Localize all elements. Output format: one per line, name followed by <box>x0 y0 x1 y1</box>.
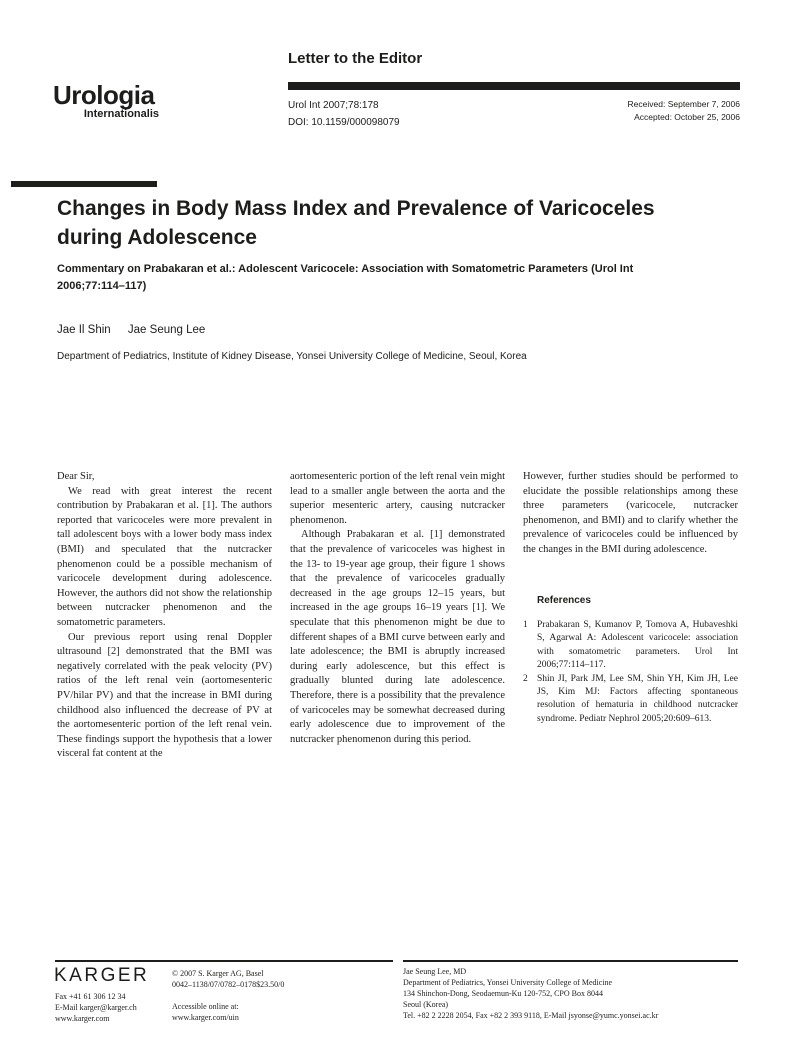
doi: DOI: 10.1159/000098079 <box>288 117 400 128</box>
journal-logo-line2: Internationalis <box>83 108 159 120</box>
references-heading: References <box>537 594 591 606</box>
publisher-contact <box>55 991 137 1025</box>
copyright-line: © 2007 S. Karger AG, Basel <box>172 969 264 978</box>
journal-citation: Urol Int 2007;78:178 <box>288 100 379 111</box>
citation-block <box>288 97 400 131</box>
paragraph: Although Prabakaran et al. [1] demonstrated that the prevalence of varicoceles was highest in the 13- to 19-year age group, their figure 1 shows that the prevalence of varicoceles gradually decreased in the age groups 12–15 years, but increased in the age groups 16–19 years [1]. We speculate that this phenomenon might be due to different shapes of a BMI curve between early and late adolescence; the BMI is abruptly increased during early adolescence, but this effect is gradually blunted during late adolescence. Therefore, there is a possibility that the prevalence of varicoceles may be somewhat decreased during early adolescence due to improvement of the nutcracker phenomenon during this period. <box>290 529 505 745</box>
article-body <box>57 470 738 762</box>
correspondence-street: 134 Shinchon-Dong, Seodaemun-Ku 120-752, CPO Box 8044 <box>403 989 603 998</box>
article-subtitle: Commentary on Prabakaran et al.: Adolescent Varicocele: Association with Somatometric Parameters (Urol Int 2006;77:114–117) <box>57 263 634 292</box>
author-list <box>57 324 205 336</box>
section-label: Letter to the Editor <box>288 50 423 67</box>
reference-item <box>523 673 738 726</box>
reference-number: 2 <box>523 673 528 684</box>
online-access-url: www.karger.com/uin <box>172 1013 239 1023</box>
online-access-label: Accessible online at: <box>172 1002 239 1011</box>
author-name: Jae Seung Lee <box>127 324 206 336</box>
publisher-logo: KARGER <box>54 965 150 986</box>
affiliation: Department of Pediatrics, Institute of Kidney Disease, Yonsei University College of Medicine, Seoul, Korea <box>57 351 527 362</box>
publisher-website: www.karger.com <box>55 1014 110 1024</box>
body-column-2 <box>290 470 505 762</box>
paragraph: aortomesenteric portion of the left renal vein might lead to a smaller angle between the aorta and the superior mesenteric artery, causing nutcracker phenomenon. <box>290 471 505 526</box>
header-rule <box>288 82 740 90</box>
online-access <box>172 1001 239 1023</box>
paragraph: However, further studies should be performed to elucidate the possible relationships among these three parameters (varicocele, nutcracker phenomenon, and BMI) and to clarify whether the prevalence of varicoceles could be influenced by the changes in the BMI during adolescence. <box>523 471 738 555</box>
publication-info <box>288 97 740 131</box>
footer-rule-right <box>403 960 738 962</box>
paragraph: We read with great interest the recent contribution by Prabakaran et al. [1]. The authors reported that varicoceles were more prevalent in tall adolescent boys with a lower body mass index (BMI) and speculated that the nutcracker phenomenon could be a possible mechanism of varicocele development during adolescence. However, the authors did not show the relationship between nutcracker phenomenon and the somatometric parameters. <box>57 485 272 628</box>
dates-block <box>628 97 740 124</box>
article-title: Changes in Body Mass Index and Prevalence of Varicoceles during Adolescence <box>57 197 655 249</box>
title-rule <box>11 181 157 187</box>
footer-rule-left <box>55 960 393 962</box>
reference-text: Prabakaran S, Kumanov P, Tomova A, Hubaveshki S, Agarwal A: Adolescent varicocele: association with somatometric parameters. Urol Int 2006;77:114–117. <box>537 620 738 670</box>
accepted-date: Accepted: October 25, 2006 <box>634 112 740 122</box>
journal-logo-line1: Urologia <box>53 80 155 110</box>
received-date: Received: September 7, 2006 <box>627 99 740 109</box>
salutation: Dear Sir, <box>57 471 95 482</box>
body-column-1 <box>57 470 272 762</box>
reference-item <box>523 619 738 672</box>
reference-number: 1 <box>523 620 528 631</box>
body-column-3 <box>523 470 738 762</box>
paragraph: Our previous report using renal Doppler ultrasound [2] demonstrated that the BMI was negatively correlated with the peak velocity (PV) ratios of the left renal vein (aortomesenteric PV/hilar PV) and that the increase in BMI during childhood also influenced the decrease of PV at the aortomesenteric portion of the left renal vein. These findings support the hypothesis that a lower visceral fat content at the <box>57 631 272 760</box>
publisher-email: E-Mail karger@karger.ch <box>55 1003 137 1013</box>
correspondence-tel: Tel. +82 2 2228 2054, Fax +82 2 393 9118, E-Mail jsyonse@yumc.yonsei.ac.kr <box>403 1011 659 1020</box>
reference-text: Shin JI, Park JM, Lee SM, Shin YH, Kim JH, Lee JS, Kim MJ: Factors affecting spontaneous resolution of hematuria in childhood nutcracker syndrome. Pediatr Nephrol 2005;20:609–613. <box>537 673 738 724</box>
correspondence-address <box>403 966 658 1021</box>
correspondence-dept: Department of Pediatrics, Yonsei University College of Medicine <box>403 978 613 987</box>
journal-logo <box>53 82 159 120</box>
correspondence-name: Jae Seung Lee, MD <box>403 967 467 976</box>
reference-list <box>523 619 738 726</box>
publisher-fax: Fax +41 61 306 12 34 <box>55 992 126 1001</box>
author-name: Jae Il Shin <box>57 324 111 336</box>
correspondence-city: Seoul (Korea) <box>403 1000 449 1009</box>
issn-line: 0042–1138/07/0782–0178$23.50/0 <box>172 980 285 990</box>
copyright-imprint <box>172 968 284 990</box>
